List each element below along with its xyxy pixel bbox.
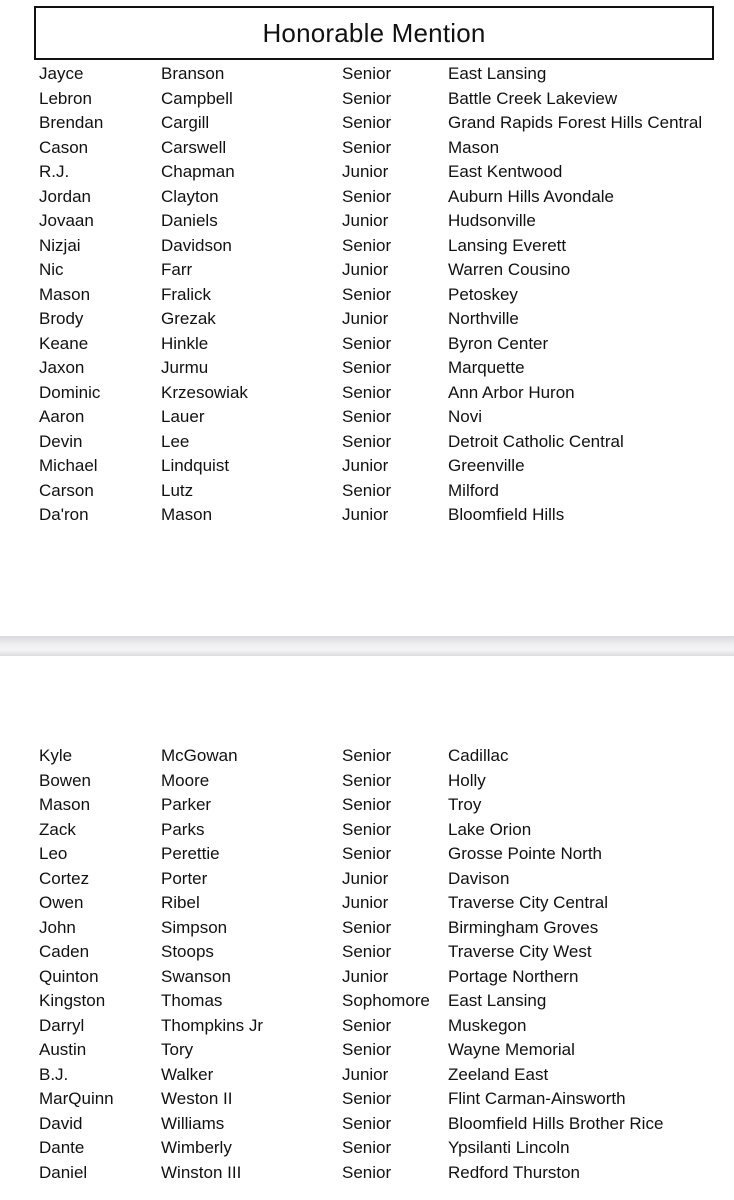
first-name: Quinton [39,966,99,986]
first-name: Bowen [39,770,91,790]
player-row [0,916,734,941]
school-name: Birmingham Groves [448,917,599,937]
school-name: Auburn Hills Avondale [448,186,615,206]
first-name: Mason [39,795,91,814]
school-name: Grand Rapids Forest Hills Central [448,113,703,132]
last-name: Stoops [161,942,214,961]
last-name: McGowan [161,746,238,765]
school-name: Ypsilanti Lincoln [448,1138,570,1157]
first-name: Mason [39,284,91,304]
player-row [0,1087,734,1112]
player-row [0,111,734,136]
last-name: Davidson [161,235,232,255]
class-year: Senior [342,407,392,426]
last-name: Grezak [161,309,216,328]
last-name: Jurmu [161,358,209,377]
player-row [0,1161,734,1186]
last-name: Lutz [161,480,194,500]
class-year: Senior [342,382,392,402]
class-year: Senior [342,819,392,839]
school-name: Redford Thurston [448,1162,580,1182]
school-name: Bloomfield Hills Brother Rice [448,1113,664,1133]
class-year: Senior [342,113,392,132]
first-name: Daniel [39,1162,88,1182]
first-name: Brody [39,309,84,328]
class-year: Senior [342,1113,392,1133]
class-year: Sophomore [342,991,430,1010]
school-name: Portage Northern [448,966,579,986]
last-name: Farr [161,260,193,279]
class-year: Senior [342,942,392,961]
player-row [0,307,734,332]
class-year: Senior [342,770,392,790]
first-name: B.J. [39,1064,69,1084]
player-row [0,283,734,308]
school-name: Flint Carman-Ainsworth [448,1089,626,1108]
first-name: Zack [39,819,76,839]
last-name: Porter [161,868,208,888]
school-name: Marquette [448,358,525,377]
school-name: Milford [448,480,500,500]
first-name: Kyle [39,746,73,765]
first-name: Cortez [39,868,90,888]
first-name: Da'ron [39,505,89,524]
player-row [0,454,734,479]
player-row [0,818,734,843]
first-name: Jovaan [39,211,94,230]
school-name: Warren Cousino [448,260,571,279]
first-name: Jayce [39,64,84,83]
first-name: Kingston [39,991,106,1010]
last-name: Weston II [161,1089,233,1108]
class-year: Senior [342,358,392,377]
school-name: East Lansing [448,64,547,83]
last-name: Thomas [161,991,223,1010]
player-row [0,1038,734,1063]
last-name: Fralick [161,284,212,304]
class-year: Senior [342,917,392,937]
last-name: Branson [161,64,225,83]
class-year: Senior [342,1015,392,1035]
player-row [0,940,734,965]
school-name: Grosse Pointe North [448,844,603,863]
school-name: Cadillac [448,746,509,765]
first-name: Carson [39,480,94,500]
player-row [0,405,734,430]
school-name: Petoskey [448,284,518,304]
class-year: Senior [342,746,392,765]
player-row [0,1063,734,1088]
first-name: Keane [39,333,89,353]
first-name: MarQuinn [39,1089,114,1108]
class-year: Junior [342,505,389,524]
last-name: Wimberly [161,1138,232,1157]
last-name: Lauer [161,407,205,426]
player-row [0,1136,734,1161]
last-name: Lee [161,431,190,451]
last-name: Swanson [161,966,231,986]
first-name: Devin [39,431,83,451]
last-name: Krzesowiak [161,382,248,402]
last-name: Carswell [161,137,227,157]
class-year: Senior [342,186,392,206]
last-name: Winston III [161,1162,242,1182]
last-name: Chapman [161,162,235,181]
page-title: Honorable Mention [34,6,714,60]
class-year: Junior [342,893,389,912]
player-row [0,62,734,87]
first-name: Dante [39,1138,85,1157]
first-name: Owen [39,893,84,912]
player-row [0,479,734,504]
class-year: Senior [342,284,392,304]
player-row [0,793,734,818]
player-row [0,160,734,185]
first-name: Dominic [39,382,101,402]
class-year: Junior [342,966,389,986]
last-name: Moore [161,770,210,790]
class-year: Senior [342,235,392,255]
player-row [0,769,734,794]
class-year: Junior [342,211,389,230]
player-row [0,744,734,769]
class-year: Senior [342,795,392,814]
first-name: David [39,1113,83,1133]
class-year: Senior [342,480,392,500]
school-name: Detroit Catholic Central [448,431,624,451]
last-name: Tory [161,1040,194,1059]
player-row [0,87,734,112]
class-year: Junior [342,1064,389,1084]
player-row [0,136,734,161]
school-name: Bloomfield Hills [448,505,565,524]
class-year: Junior [342,309,389,328]
player-row [0,209,734,234]
last-name: Clayton [161,186,219,206]
school-name: Traverse City Central [448,893,608,912]
first-name: Austin [39,1040,87,1059]
first-name: Jaxon [39,358,85,377]
school-name: Wayne Memorial [448,1040,575,1059]
class-year: Junior [342,260,389,279]
last-name: Mason [161,505,213,524]
school-name: Lansing Everett [448,235,567,255]
class-year: Junior [342,162,389,181]
class-year: Senior [342,88,392,108]
school-name: Mason [448,137,500,157]
class-year: Senior [342,1162,392,1182]
class-year: Senior [342,1040,392,1059]
class-year: Senior [342,844,392,863]
first-name: Leo [39,844,68,863]
last-name: Daniels [161,211,218,230]
player-row [0,381,734,406]
honorable-mention-list-part-1 [0,62,734,528]
last-name: Williams [161,1113,225,1133]
player-row [0,234,734,259]
school-name: Davison [448,868,510,888]
player-row [0,842,734,867]
last-name: Thompkins Jr [161,1015,264,1035]
first-name: Lebron [39,88,92,108]
class-year: Junior [342,868,389,888]
class-year: Senior [342,1138,392,1157]
page-break-divider [0,636,734,656]
player-row [0,430,734,455]
school-name: Battle Creek Lakeview [448,88,618,108]
last-name: Simpson [161,917,228,937]
first-name: Aaron [39,407,85,426]
class-year: Senior [342,1089,392,1108]
first-name: Caden [39,942,90,961]
first-name: Nizjai [39,235,81,255]
first-name: Darryl [39,1015,85,1035]
school-name: Troy [448,795,482,814]
class-year: Senior [342,64,392,83]
first-name: Cason [39,137,89,157]
first-name: R.J. [39,162,70,181]
last-name: Lindquist [161,456,230,475]
class-year: Senior [342,137,392,157]
school-name: East Lansing [448,991,547,1010]
school-name: Muskegon [448,1015,527,1035]
first-name: John [39,917,76,937]
school-name: Greenville [448,456,525,475]
class-year: Senior [342,333,392,353]
first-name: Nic [39,260,64,279]
player-row [0,965,734,990]
first-name: Michael [39,456,98,475]
last-name: Ribel [161,893,200,912]
last-name: Parks [161,819,205,839]
last-name: Campbell [161,88,233,108]
player-row [0,185,734,210]
player-row [0,989,734,1014]
honorable-mention-list-part-2 [0,744,734,1185]
player-row [0,1112,734,1137]
player-row [0,332,734,357]
player-row [0,503,734,528]
class-year: Junior [342,456,389,475]
first-name: Brendan [39,113,104,132]
player-row [0,891,734,916]
player-row [0,867,734,892]
school-name: Lake Orion [448,819,532,839]
school-name: Byron Center [448,333,549,353]
last-name: Walker [161,1064,214,1084]
school-name: Novi [448,407,483,426]
document-page-2 [0,656,734,1200]
school-name: Zeeland East [448,1064,549,1084]
school-name: East Kentwood [448,162,563,181]
last-name: Parker [161,795,212,814]
last-name: Perettie [161,844,220,863]
player-row [0,1014,734,1039]
first-name: Jordan [39,186,91,206]
last-name: Hinkle [161,333,209,353]
player-row [0,356,734,381]
school-name: Hudsonville [448,211,536,230]
player-row [0,258,734,283]
last-name: Cargill [161,113,210,132]
school-name: Holly [448,770,486,790]
school-name: Northville [448,309,519,328]
school-name: Traverse City West [448,942,592,961]
class-year: Senior [342,431,392,451]
school-name: Ann Arbor Huron [448,382,575,402]
